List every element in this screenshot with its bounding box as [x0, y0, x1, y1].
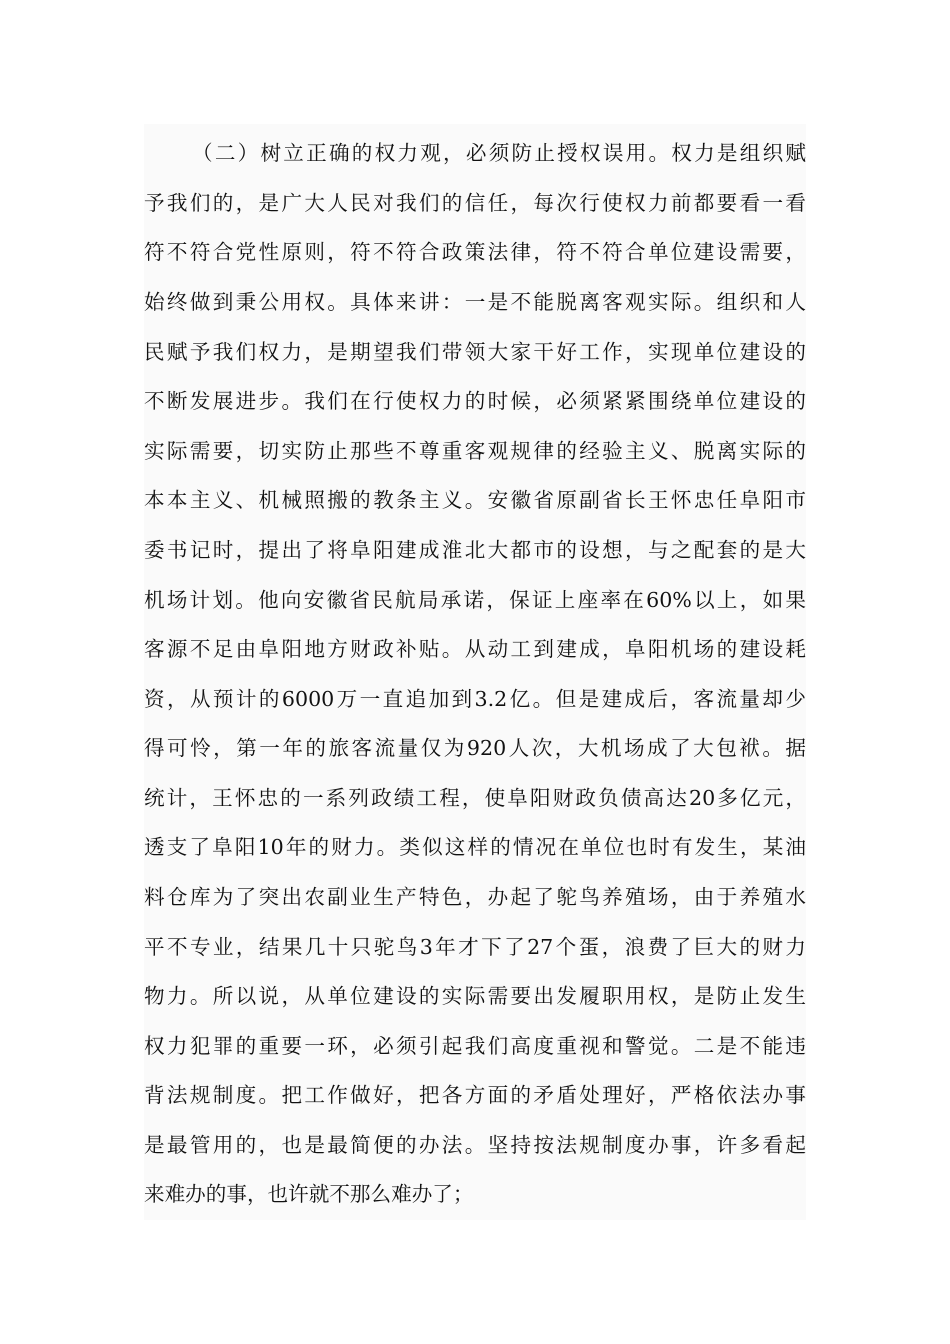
text-line: 机场计划。他向安徽省民航局承诺，保证上座率在60%以上，如果 [144, 588, 806, 612]
text-line: 背法规制度。把工作做好，把各方面的矛盾处理好，严格依法办事 [144, 1083, 806, 1107]
text-line: 权力犯罪的重要一环，必须引起我们高度重视和警觉。二是不能违 [144, 1034, 806, 1058]
document-body [144, 124, 806, 1220]
text-line: 统计，王怀忠的一系列政绩工程，使阜阳财政负债高达20多亿元， [144, 786, 806, 810]
text-line: 料仓库为了突出农副业生产特色，办起了鸵鸟养殖场，由于养殖水 [144, 885, 806, 909]
text-line: 平不专业，结果几十只驼鸟3年才下了27个蛋，浪费了巨大的财力 [144, 935, 806, 959]
text-line: 不断发展进步。我们在行使权力的时候，必须紧紧围绕单位建设的 [144, 389, 806, 413]
text-line-last: 来难办的事，也许就不那么难办了； [144, 1182, 474, 1206]
text-line: 资，从预计的6000万一直追加到3.2亿。但是建成后，客流量却少 [144, 687, 806, 711]
text-line: 予我们的，是广大人民对我们的信任，每次行使权力前都要看一看 [144, 191, 806, 215]
text-line: 始终做到秉公用权。具体来讲：一是不能脱离客观实际。组织和人 [144, 290, 806, 314]
text-line: 是最管用的，也是最简便的办法。坚持按法规制度办事，许多看起 [144, 1133, 806, 1157]
text-line: 本本主义、机械照搬的教条主义。安徽省原副省长王怀忠任阜阳市 [144, 488, 806, 512]
text-line: 委书记时，提出了将阜阳建成淮北大都市的设想，与之配套的是大 [144, 538, 806, 562]
text-line: 客源不足由阜阳地方财政补贴。从动工到建成，阜阳机场的建设耗 [144, 637, 806, 661]
text-line: 实际需要，切实防止那些不尊重客观规律的经验主义、脱离实际的 [144, 439, 806, 463]
text-line: （二）树立正确的权力观，必须防止授权误用。权力是组织赋 [192, 141, 806, 165]
text-line: 物力。所以说，从单位建设的实际需要出发履职用权，是防止发生 [144, 984, 806, 1008]
text-line: 透支了阜阳10年的财力。类似这样的情况在单位也时有发生，某油 [144, 835, 806, 859]
text-line: 符不符合党性原则，符不符合政策法律，符不符合单位建设需要， [144, 240, 806, 264]
text-line: 得可怜，第一年的旅客流量仅为920人次，大机场成了大包袱。据 [144, 736, 806, 760]
text-line: 民赋予我们权力，是期望我们带领大家干好工作，实现单位建设的 [144, 340, 806, 364]
